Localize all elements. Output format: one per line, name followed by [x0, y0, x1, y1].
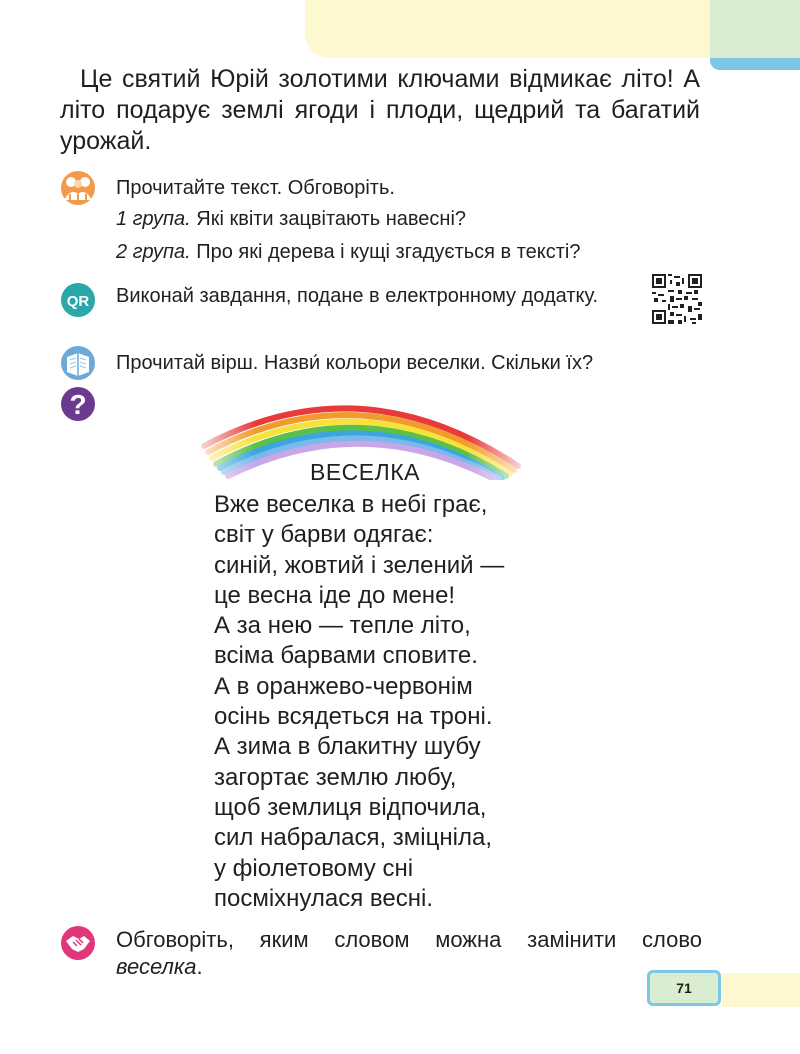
poem-body: [214, 490, 634, 914]
poem-line: Вже веселка в небі грає,: [214, 491, 488, 518]
poem-line: А зима в блакитну шубу: [214, 733, 481, 761]
question-icon: [60, 386, 96, 422]
question-symbol: ?: [69, 389, 87, 420]
task-group2: [116, 240, 696, 264]
intro-paragraph: [60, 64, 700, 157]
group-people-icon: [60, 170, 96, 206]
handshake-icon: [60, 925, 96, 961]
qr-badge-text: QR: [66, 293, 90, 310]
poem-line: синій, жовтий і зелений —: [214, 551, 505, 579]
qr-code-image[interactable]: [652, 274, 702, 324]
poem-line: осінь всядеться на троні.: [214, 703, 493, 731]
poem-title: ВЕСЕЛКА: [310, 459, 420, 485]
final-instruction-word: веселка: [116, 954, 197, 979]
group2-question: Про які дерева і кущі згадується в тексті?: [196, 241, 581, 263]
poem-line: щоб землиця відпочила,: [214, 793, 487, 821]
top-corner-tab-stripe: [710, 58, 800, 70]
group1-label: 1 група.: [116, 208, 191, 230]
task-final-instruction: [116, 926, 702, 980]
poem-line: у фіолетовому сні: [214, 854, 414, 882]
group1-question: Які квіти зацвітають навесні?: [196, 208, 467, 230]
poem-line: світ у барви одягає:: [214, 521, 434, 549]
poem-line: А за нею — тепле літо,: [214, 612, 471, 640]
task-qr-instruction: Виконай завдання, подане в електронному додатку.: [116, 285, 599, 307]
poem-line: посміхнулася весні.: [214, 884, 433, 912]
page-footer-band: [722, 973, 800, 1007]
poem-line: всіма барвами сповите.: [214, 642, 478, 670]
group2-label: 2 група.: [116, 241, 191, 263]
qr-badge-icon: [60, 282, 96, 318]
poem-line: загортає землю любу,: [214, 763, 457, 791]
final-instruction-end: .: [196, 954, 203, 979]
page-number: 71: [647, 970, 721, 1006]
poem-line: це весна іде до мене!: [214, 581, 456, 609]
book-icon: [60, 345, 96, 381]
poem-line: сил набралася, зміцніла,: [214, 824, 492, 852]
final-instruction-text: Обговоріть, яким словом можна замінити слово: [116, 927, 702, 952]
task-group-instruction: Прочитайте текст. Обговоріть.: [116, 177, 395, 199]
poem-line: А в оранжево-червонім: [214, 672, 473, 700]
intro-text: Це святий Юрій золотими ключами відмикає літо! А літо подарує землі ягоди і плоди, щедрий та багатий урожай.: [60, 65, 700, 155]
task-read-poem-instruction: Прочитай вірш. Назви́ кольори веселки. Скільки їх?: [116, 352, 594, 374]
task-group1: [116, 207, 656, 231]
